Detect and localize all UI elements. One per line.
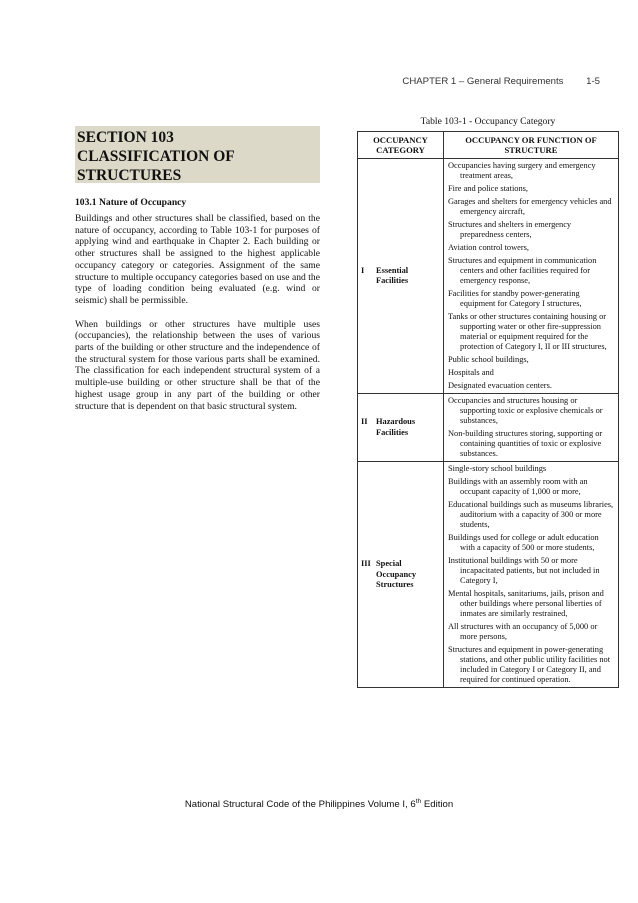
left-column bbox=[75, 126, 320, 412]
function-item: Occupancies and structures housing or supporting toxic or explosive chemicals or substances, bbox=[448, 396, 603, 426]
paragraph: When buildings or other structures have multiple uses (occupancies), the relationship between the uses of various parts of the building or other structure and the independence of the structural system for those various parts shall be examined. The classification for each independent structural system of a multiple-use building or other structure shall be that of the highest usage group in any part of the building or other structure that is dependent on that basic structural system. bbox=[75, 318, 320, 412]
category-number: III bbox=[361, 559, 371, 569]
category-name-line: Occupancy bbox=[376, 569, 417, 579]
category-number: I bbox=[361, 265, 365, 275]
function-item: Structures and equipment in power-generating stations, and other public utility facilities not included in Category I or Category II, and required for continued operation. bbox=[448, 645, 611, 685]
table-row bbox=[358, 462, 619, 688]
category-name bbox=[376, 266, 408, 287]
category-name bbox=[376, 417, 415, 438]
occupancy-table bbox=[357, 131, 619, 688]
function-item: Tanks or other structures containing housing or supporting water or other fire-suppression material or equipment required for the protection of Category I, II or III structures, bbox=[448, 312, 607, 352]
footer-text-end: Edition bbox=[421, 799, 454, 811]
category-label bbox=[361, 559, 440, 591]
function-item: Buildings used for college or adult education with a capacity of 500 or more students, bbox=[448, 533, 599, 553]
footer-superscript: th bbox=[415, 798, 422, 805]
category-name bbox=[376, 559, 416, 591]
category-name-line: Essential bbox=[376, 265, 409, 275]
category-name-line: Hazardous bbox=[376, 417, 416, 427]
category-cell bbox=[358, 394, 444, 462]
function-item: Garages and shelters for emergency vehicles and emergency aircraft, bbox=[448, 197, 612, 217]
table-caption: Table 103-1 - Occupancy Category bbox=[420, 116, 556, 127]
function-item: Single-story school buildings bbox=[448, 464, 547, 474]
function-item: Structures and equipment in communication centers and other facilities required for emergency response, bbox=[448, 256, 597, 286]
chapter-title: CHAPTER 1 – General Requirements bbox=[402, 76, 564, 87]
function-cell bbox=[444, 462, 619, 688]
section-title-line: STRUCTURES bbox=[77, 167, 182, 184]
function-item: Facilities for standby power-generating equipment for Category I structures, bbox=[448, 289, 582, 309]
category-name-line: Facilities bbox=[376, 427, 409, 437]
function-item: All structures with an occupancy of 5,000 or more persons, bbox=[448, 622, 598, 642]
function-item: Aviation control towers, bbox=[448, 243, 530, 253]
page-number: 1-5 bbox=[586, 76, 600, 87]
function-item: Structures and shelters in emergency preparedness centers, bbox=[448, 220, 572, 240]
category-name-line: Facilities bbox=[376, 276, 409, 286]
category-number: II bbox=[361, 417, 368, 427]
category-label bbox=[361, 417, 440, 438]
page-header bbox=[402, 76, 600, 87]
page-footer bbox=[0, 798, 638, 810]
category-label bbox=[361, 266, 440, 287]
function-item: Mental hospitals, sanitariums, jails, prison and other buildings where personal liberties of inmates are similarly restrained, bbox=[448, 589, 604, 619]
function-column-header bbox=[444, 132, 619, 159]
function-cell bbox=[444, 159, 619, 394]
function-item: Institutional buildings with 50 or more incapacitated patients, but not included in Category I, bbox=[448, 556, 600, 586]
section-title-line: CLASSIFICATION OF bbox=[77, 148, 235, 165]
table-row bbox=[358, 159, 619, 394]
function-cell bbox=[444, 394, 619, 462]
function-item: Buildings with an assembly room with an occupant capacity of 1,000 or more, bbox=[448, 477, 588, 497]
paragraph: Buildings and other structures shall be classified, based on the nature of occupancy, according to Table 103-1 for purposes of applying wind and earthquake in Chapter 2. Each building or other structures shall be assigned to the highest applicable occupancy category or categories. Assignment of the same structure to multiple occupancy categories based on use and the type of loading condition being evaluated (e.g. wind or seismic) shall be permissible. bbox=[75, 213, 320, 306]
function-item: Designated evacuation centers. bbox=[448, 381, 552, 391]
function-item: Non-building structures storing, supporting or containing quantities of toxic or explosive substances. bbox=[448, 429, 603, 459]
header-line: OCCUPANCY OR FUNCTION OF bbox=[465, 135, 597, 145]
section-title-line: SECTION 103 bbox=[77, 129, 174, 146]
subsection-heading: 103.1 Nature of Occupancy bbox=[75, 197, 187, 208]
header-line: STRUCTURE bbox=[504, 145, 558, 156]
category-cell bbox=[358, 159, 444, 394]
category-name-line: Special bbox=[376, 559, 402, 569]
category-column-header bbox=[358, 132, 444, 159]
header-line: CATEGORY bbox=[376, 145, 425, 156]
function-item: Hospitals and bbox=[448, 368, 494, 378]
category-cell bbox=[358, 462, 444, 688]
table-row bbox=[358, 394, 619, 462]
section-heading-box bbox=[75, 126, 320, 183]
footer-text: National Structural Code of the Philippines Volume I, 6 bbox=[184, 799, 416, 811]
function-item: Educational buildings such as museums libraries, auditorium with a capacity of 300 or more students, bbox=[448, 500, 614, 530]
function-item: Occupancies having surgery and emergency treatment areas, bbox=[448, 161, 596, 181]
table-header-row bbox=[358, 132, 619, 159]
header-line: OCCUPANCY bbox=[373, 135, 428, 145]
function-item: Public school buildings, bbox=[448, 355, 529, 365]
category-name-line: Structures bbox=[376, 580, 414, 590]
function-item: Fire and police stations, bbox=[448, 184, 529, 194]
table-body bbox=[358, 159, 619, 688]
